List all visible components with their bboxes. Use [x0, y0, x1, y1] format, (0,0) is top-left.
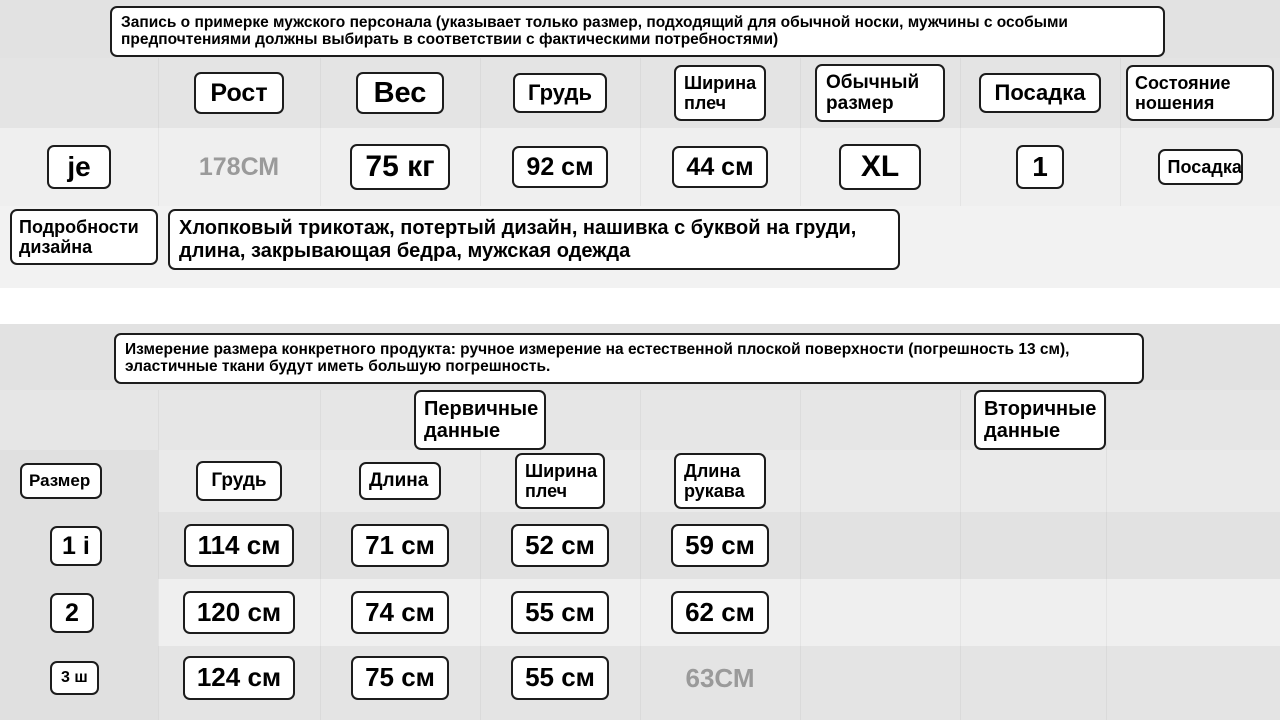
header-cell-wear-state — [1120, 58, 1280, 128]
value-length-3: 75 см — [351, 656, 449, 699]
product-measurement-section — [0, 324, 1280, 720]
cell-length-row-2 — [320, 579, 480, 646]
value-usual-size: XL — [839, 144, 921, 190]
value-cell-weight — [320, 128, 480, 206]
cell-sleeve-row-3 — [640, 646, 800, 710]
header-cell-length — [320, 450, 480, 512]
value-cell-usual-size — [800, 128, 960, 206]
header-cell-height — [158, 58, 320, 128]
value-wear-state: Посадка — [1158, 149, 1243, 185]
fitting-record-note: Запись о примерке мужского персонала (указывает только размер, подходящий для обычной носки, мужчины с особыми предпочтениями должны выбирать в соответствии с фактическими потребностями) — [110, 6, 1165, 57]
value-row-label: je — [47, 145, 110, 188]
cell-length-row-3 — [320, 646, 480, 710]
header-cell-chest — [480, 58, 640, 128]
value-fit: 1 — [1016, 145, 1064, 188]
value-chest-3: 124 см — [183, 656, 295, 699]
cell-size-row-3 — [50, 646, 158, 710]
value-height: 178СМ — [198, 152, 280, 181]
value-cell-height — [158, 128, 320, 206]
value-shoulder-1: 52 см — [511, 524, 609, 567]
design-label-cell — [10, 212, 158, 262]
value-sleeve-3: 63СМ — [685, 662, 755, 693]
header-label-chest: Грудь — [513, 73, 607, 114]
value-length-1: 71 см — [351, 524, 449, 567]
value-cell-fit — [960, 128, 1120, 206]
section-divider — [0, 288, 1280, 324]
header-cell-chest-2 — [158, 450, 320, 512]
value-cell-shoulder — [640, 128, 800, 206]
cell-shoulder-row-1 — [480, 512, 640, 579]
group-cell-secondary — [880, 390, 1200, 450]
header-label-shoulder-2: Ширина плеч — [515, 453, 605, 509]
header-label-weight: Вес — [356, 72, 445, 114]
header-label-wear-state: Состояние ношения — [1126, 65, 1274, 121]
value-shoulder: 44 см — [672, 146, 767, 188]
header-cell-shoulder-2 — [480, 450, 640, 512]
value-chest: 92 см — [512, 146, 607, 188]
header-cell-shoulder — [640, 58, 800, 128]
header-cell-weight — [320, 58, 480, 128]
cell-shoulder-row-2 — [480, 579, 640, 646]
value-sleeve-2: 62 см — [671, 591, 769, 634]
header-cell-usual-size — [800, 58, 960, 128]
design-details-label: Подробности дизайна — [10, 209, 158, 265]
value-sleeve-1: 59 см — [671, 524, 769, 567]
cell-size-row-1 — [50, 512, 158, 579]
header-label-shoulder: Ширина плеч — [674, 65, 766, 121]
cell-chest-row-2 — [158, 579, 320, 646]
value-size-1: 1 i — [50, 526, 102, 566]
cell-length-row-1 — [320, 512, 480, 579]
header-cell-size — [20, 450, 158, 512]
group-label-primary: Первичные данные — [414, 390, 546, 451]
grid-line — [800, 390, 801, 720]
header-label-size: Размер — [20, 463, 102, 498]
value-shoulder-2: 55 см — [511, 591, 609, 634]
design-text-cell — [168, 212, 903, 267]
group-cell-primary — [320, 390, 640, 450]
header-label-usual-size: Обычный размер — [815, 64, 945, 123]
value-weight: 75 кг — [350, 144, 449, 190]
value-chest-1: 114 см — [184, 524, 295, 567]
header-label-chest-2: Грудь — [196, 461, 281, 500]
cell-sleeve-row-1 — [640, 512, 800, 579]
value-size-3: 3 ш — [50, 661, 99, 695]
header-label-fit: Посадка — [979, 73, 1102, 114]
value-chest-2: 120 см — [183, 591, 295, 634]
cell-chest-row-3 — [158, 646, 320, 710]
header-label-sleeve: Длина рукава — [674, 453, 766, 509]
value-cell-wear-state — [1120, 128, 1280, 206]
group-label-secondary: Вторичные данные — [974, 390, 1106, 451]
header-cell-fit — [960, 58, 1120, 128]
value-size-2: 2 — [50, 593, 94, 633]
value-length-2: 74 см — [351, 591, 449, 634]
header-cell-sleeve — [640, 450, 800, 512]
cell-chest-row-1 — [158, 512, 320, 579]
header-label-length: Длина — [359, 462, 441, 499]
design-details-text: Хлопковый трикотаж, потертый дизайн, нашивка с буквой на груди, длина, закрывающая бедра, мужская одежда — [168, 209, 900, 270]
cell-shoulder-row-3 — [480, 646, 640, 710]
fitting-record-section — [0, 0, 1280, 288]
cell-size-row-2 — [50, 579, 158, 646]
header-label-height: Рост — [194, 72, 283, 114]
cell-sleeve-row-2 — [640, 579, 800, 646]
value-shoulder-3: 55 см — [511, 656, 609, 699]
value-cell-row-label — [0, 128, 158, 206]
measurement-note: Измерение размера конкретного продукта: ручное измерение на естественной плоской поверхности (погрешность 13 см), эластичные ткани будут иметь большую погрешность. — [114, 333, 1144, 384]
value-cell-chest — [480, 128, 640, 206]
